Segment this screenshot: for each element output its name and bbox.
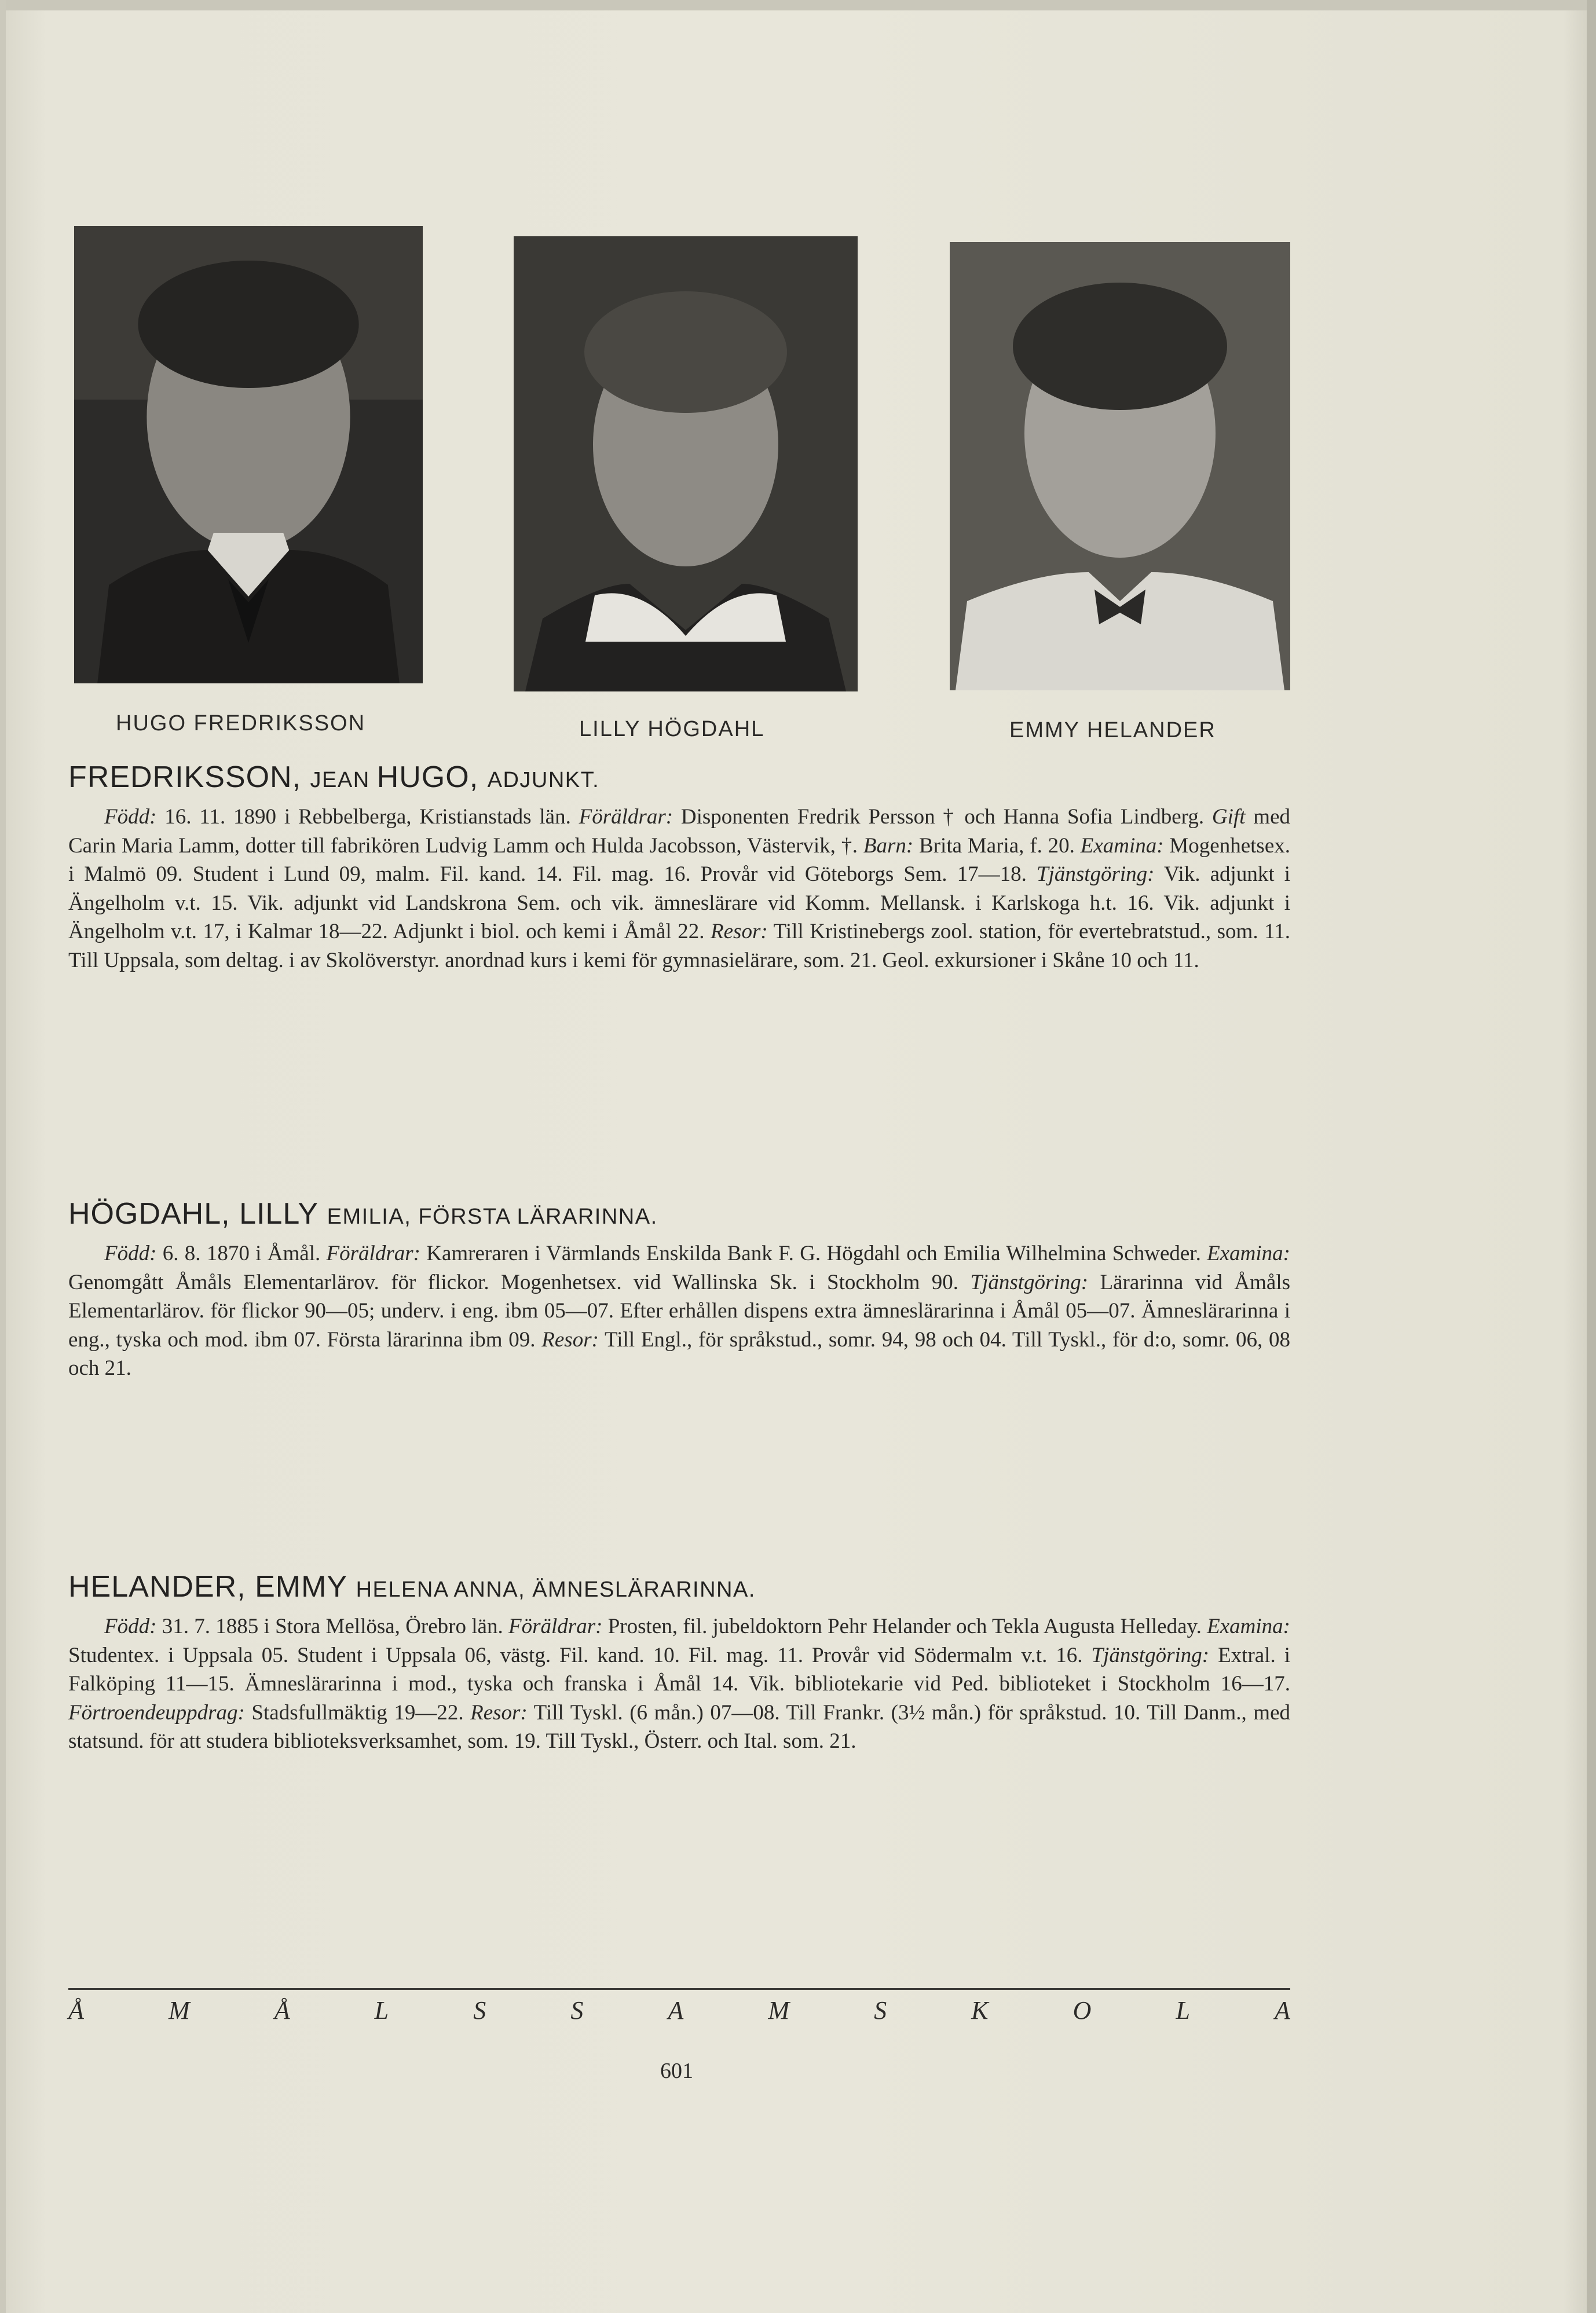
footer-letter: Å [274,1996,290,2025]
scan-edge-top [0,0,1596,10]
photo-caption: HUGO FREDRIKSSON [116,711,366,735]
footer-letter: S [473,1996,486,2025]
entry-field-text: Kamreraren i Värmlands Enskilda Bank F. G. Högdahl och Emilia Wilhelmina Schweder. [420,1242,1207,1265]
entry-title: ADJUNKT. [487,768,600,792]
footer-letter: S [874,1996,887,2025]
entry-field-label: Tjänstgöring: [1091,1643,1210,1667]
footer-letter: L [374,1996,389,2025]
biography-entry [68,1196,1290,1383]
entry-field-label: Resor: [470,1700,528,1725]
biography-entry [68,1569,1290,1756]
entry-field-text: 16. 11. 1890 i Rebbelberga, Kristianstads län. [156,805,579,829]
entry-field-text: Genomgått Åmåls Elementarlärov. för flickor. Mogenhetsex. vid Wallinska Sk. i Stockholm 90. [68,1270,971,1294]
entry-field-label: Född: [104,805,157,829]
entry-field-text: Mogenhetsex. i Malmö 09. Student i Lund 09, malm. Fil. kand. 14. Fil. mag. 16. Provår vid Göteborgs Sem. 17—18. [68,833,1290,886]
footer-letter: M [768,1996,790,2025]
entry-field-text: Brita Maria, f. 20. [913,833,1081,858]
entry-field-text: Prosten, fil. jubeldoktorn Pehr Helander och Tekla Augusta Helleday. [602,1615,1207,1638]
footer-letter: M [168,1996,190,2025]
entry-surname: HELANDER, [68,1570,255,1604]
footer-running-title [68,1996,1290,2025]
entry-field-label: Föräldrar: [326,1242,420,1265]
scan-edge-right [1587,0,1596,2313]
footer-letter: O [1072,1996,1092,2025]
entry-field-text: Vik. adjunkt i Ängelholm v.t. 15. Vik. adjunkt vid Landskrona Sem. och vik. ämneslärare vid Komm. Mellansk. i Karlskoga h.t. 16. Vik. adjunkt i Ängelholm v.t. 17, i Kalmar 18—22. Adjunkt i biol. och kemi i Åmål 22. [68,862,1290,943]
photo-caption: LILLY HÖGDAHL [579,717,765,741]
footer-letter: S [570,1996,584,2025]
entry-heading [68,760,1290,795]
entry-field-text: Stadsfullmäktig 19—22. [244,1700,471,1725]
entry-field-text: Disponenten Fredrik Persson † och Hanna Sofia Lindberg. [673,805,1212,829]
entry-field-label: Föräldrar: [579,805,673,829]
entry-field-label: Examina: [1207,1242,1290,1265]
entry-field-label: Föräldrar: [508,1615,603,1638]
entry-field-label: Tjänstgöring: [1036,862,1155,886]
footer-letter: L [1176,1996,1190,2025]
entry-field-text: med Carin Maria Lamm, dotter till fabrikören Ludvig Lamm och Hulda Jacobsson, Västervik, †. [68,805,1291,858]
entry-field-text: Extral. i Falköping 11—15. Ämneslärarinna i mod., tyska och franska i Åmål 14. Vik. bibliotekarie vid Ped. biblioteket i Stockholm 16—17. [68,1643,1290,1696]
entry-text [68,803,1290,975]
photo-caption: EMMY HELANDER [1009,718,1216,742]
entry-heading [68,1569,1290,1604]
entry-field-label: Resor: [711,920,768,943]
entry-field-label: Född: [104,1615,157,1638]
footer-letter: A [668,1996,684,2025]
scan-edge-left [0,0,6,2313]
entry-title: EMILIA, FÖRSTA LÄRARINNA. [327,1205,658,1229]
entry-field-label: Resor: [541,1327,599,1352]
footer-letter: Å [68,1996,84,2025]
portrait-photo-hugo-fredriksson [74,226,423,683]
entry-given-name: LILLY [239,1197,327,1231]
biography-entry [68,760,1290,975]
entry-field-label: Förtroendeuppdrag: [68,1700,245,1725]
entry-field-text: Till Kristinebergs zool. station, för evertebratstud., som. 11. Till Uppsala, som deltag. i av Skolöverstyr. anordnad kurs i kemi för gymnasielärare, som. 21. Geol. exkursioner i Skåne 10 och 11. [68,920,1290,972]
entry-surname: FREDRIKSSON, [68,760,310,794]
footer-letter: K [971,1996,989,2025]
entry-field-text: Till Engl., för språkstud., somr. 94, 98 och 04. Till Tyskl., för d:o, somr. 06, 08 och 21. [68,1327,1290,1380]
portrait-photo-lilly-hogdahl [514,236,858,691]
entry-surname: HÖGDAHL, [68,1197,240,1231]
entry-field-label: Tjänstgöring: [970,1270,1089,1294]
entry-given-first: JEAN [310,768,377,792]
footer-letter: A [1275,1996,1290,2025]
entry-given-name: EMMY [255,1570,356,1604]
entry-field-label: Barn: [863,833,914,858]
entry-field-text: 31. 7. 1885 i Stora Mellösa, Örebro län. [156,1615,509,1638]
entry-field-label: Gift [1211,805,1246,829]
page-number: 601 [660,2059,693,2083]
entry-heading [68,1196,1290,1231]
entry-field-label: Född: [104,1242,157,1265]
entry-field-text: Lärarinna vid Åmåls Elementarlärov. för flickor 90—05; underv. i eng. ibm 05—07. Efter erhållen dispens extra ämneslärarinna i Åmål 05—07. Ämneslärarinna i eng., tyska och mod. ibm 07. Första lärarinna ibm 09. [68,1270,1291,1352]
entry-title: HELENA ANNA, ÄMNESLÄRARINNA. [356,1578,756,1602]
entry-given-name: HUGO, [376,760,488,794]
entry-field-text: Studentex. i Uppsala 05. Student i Uppsala 06, västg. Fil. kand. 10. Fil. mag. 11. Provår vid Södermalm v.t. 16. [68,1643,1092,1667]
entry-field-label: Examina: [1207,1615,1290,1638]
portrait-photo-emmy-helander [950,242,1290,690]
entry-text [68,1239,1290,1383]
entry-text [68,1612,1290,1756]
footer-rule [68,1988,1290,1990]
entry-field-text: 6. 8. 1870 i Åmål. [156,1242,327,1265]
entry-field-text: Till Tyskl. (6 mån.) 07—08. Till Frankr. (3½ mån.) för språkstud. 10. Till Danm., med statsund. för att studera biblioteksverksamhet, som. 19. Till Tyskl., Österr. och Ital. som. 21. [68,1700,1290,1753]
entry-field-label: Examina: [1080,833,1164,858]
